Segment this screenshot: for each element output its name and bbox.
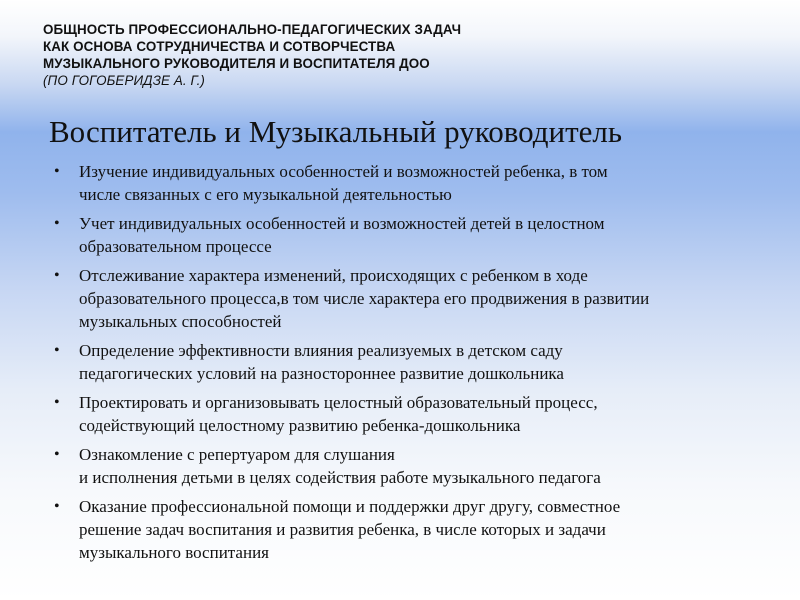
list-item [54,212,774,258]
bullet-icon: • [54,267,60,284]
bullet-line: Оказание профессиональной помощи и поддержки друг другу, совместное [79,497,621,516]
bullet-line: Учет индивидуальных особенностей и возможностей детей в целостном [79,214,605,233]
list-item [54,264,774,333]
bullet-line: решение задач воспитания и развития ребенка, в числе которых и задачи [79,520,606,539]
header-line: КАК ОСНОВА СОТРУДНИЧЕСТВА И СОТВОРЧЕСТВА [43,39,396,54]
bullet-text [79,443,774,489]
bullet-line: Проектировать и организовывать целостный образовательный процесс, [79,393,598,412]
bullet-icon: • [54,394,60,411]
bullet-text [79,160,774,206]
slide-header [43,21,743,89]
header-line: МУЗЫКАЛЬНОГО РУКОВОДИТЕЛЯ И ВОСПИТАТЕЛЯ ДОО [43,56,430,71]
header-author: (ПО ГОГОБЕРИДЗЕ А. Г.) [43,73,205,88]
list-item [54,495,774,564]
bullet-text [79,495,774,564]
list-item [54,339,774,385]
bullet-text [79,212,774,258]
bullet-line: Отслеживание характера изменений, происходящих с ребенком в ходе [79,266,588,285]
bullet-line: педагогических условий на разностороннее развитие дошкольника [79,364,564,383]
bullet-text [79,264,774,333]
bullet-icon: • [54,215,60,232]
bullet-icon: • [54,446,60,463]
bullet-icon: • [54,342,60,359]
list-item [54,391,774,437]
bullet-list [54,160,774,570]
bullet-line: образовательного процесса,в том числе характера его продвижения в развитии [79,289,650,308]
bullet-text [79,391,774,437]
bullet-line: Определение эффективности влияния реализуемых в детском саду [79,341,563,360]
list-item [54,443,774,489]
header-line: ОБЩНОСТЬ ПРОФЕССИОНАЛЬНО-ПЕДАГОГИЧЕСКИХ ЗАДАЧ [43,22,462,37]
bullet-line: содействующий целостному развитию ребенка-дошкольника [79,416,521,435]
bullet-line: Изучение индивидуальных особенностей и возможностей ребенка, в том [79,162,608,181]
list-item [54,160,774,206]
bullet-line: музыкальных способностей [79,312,282,331]
slide-subtitle: Воспитатель и Музыкальный руководитель [49,114,623,149]
bullet-line: числе связанных с его музыкальной деятельностью [79,185,452,204]
bullet-text [79,339,774,385]
bullet-icon: • [54,498,60,515]
bullet-line: и исполнения детьми в целях содействия работе музыкального педагога [79,468,601,487]
bullet-icon: • [54,163,60,180]
bullet-line: Ознакомление с репертуаром для слушания [79,445,395,464]
bullet-line: музыкального воспитания [79,543,269,562]
bullet-line: образовательном процессе [79,237,272,256]
